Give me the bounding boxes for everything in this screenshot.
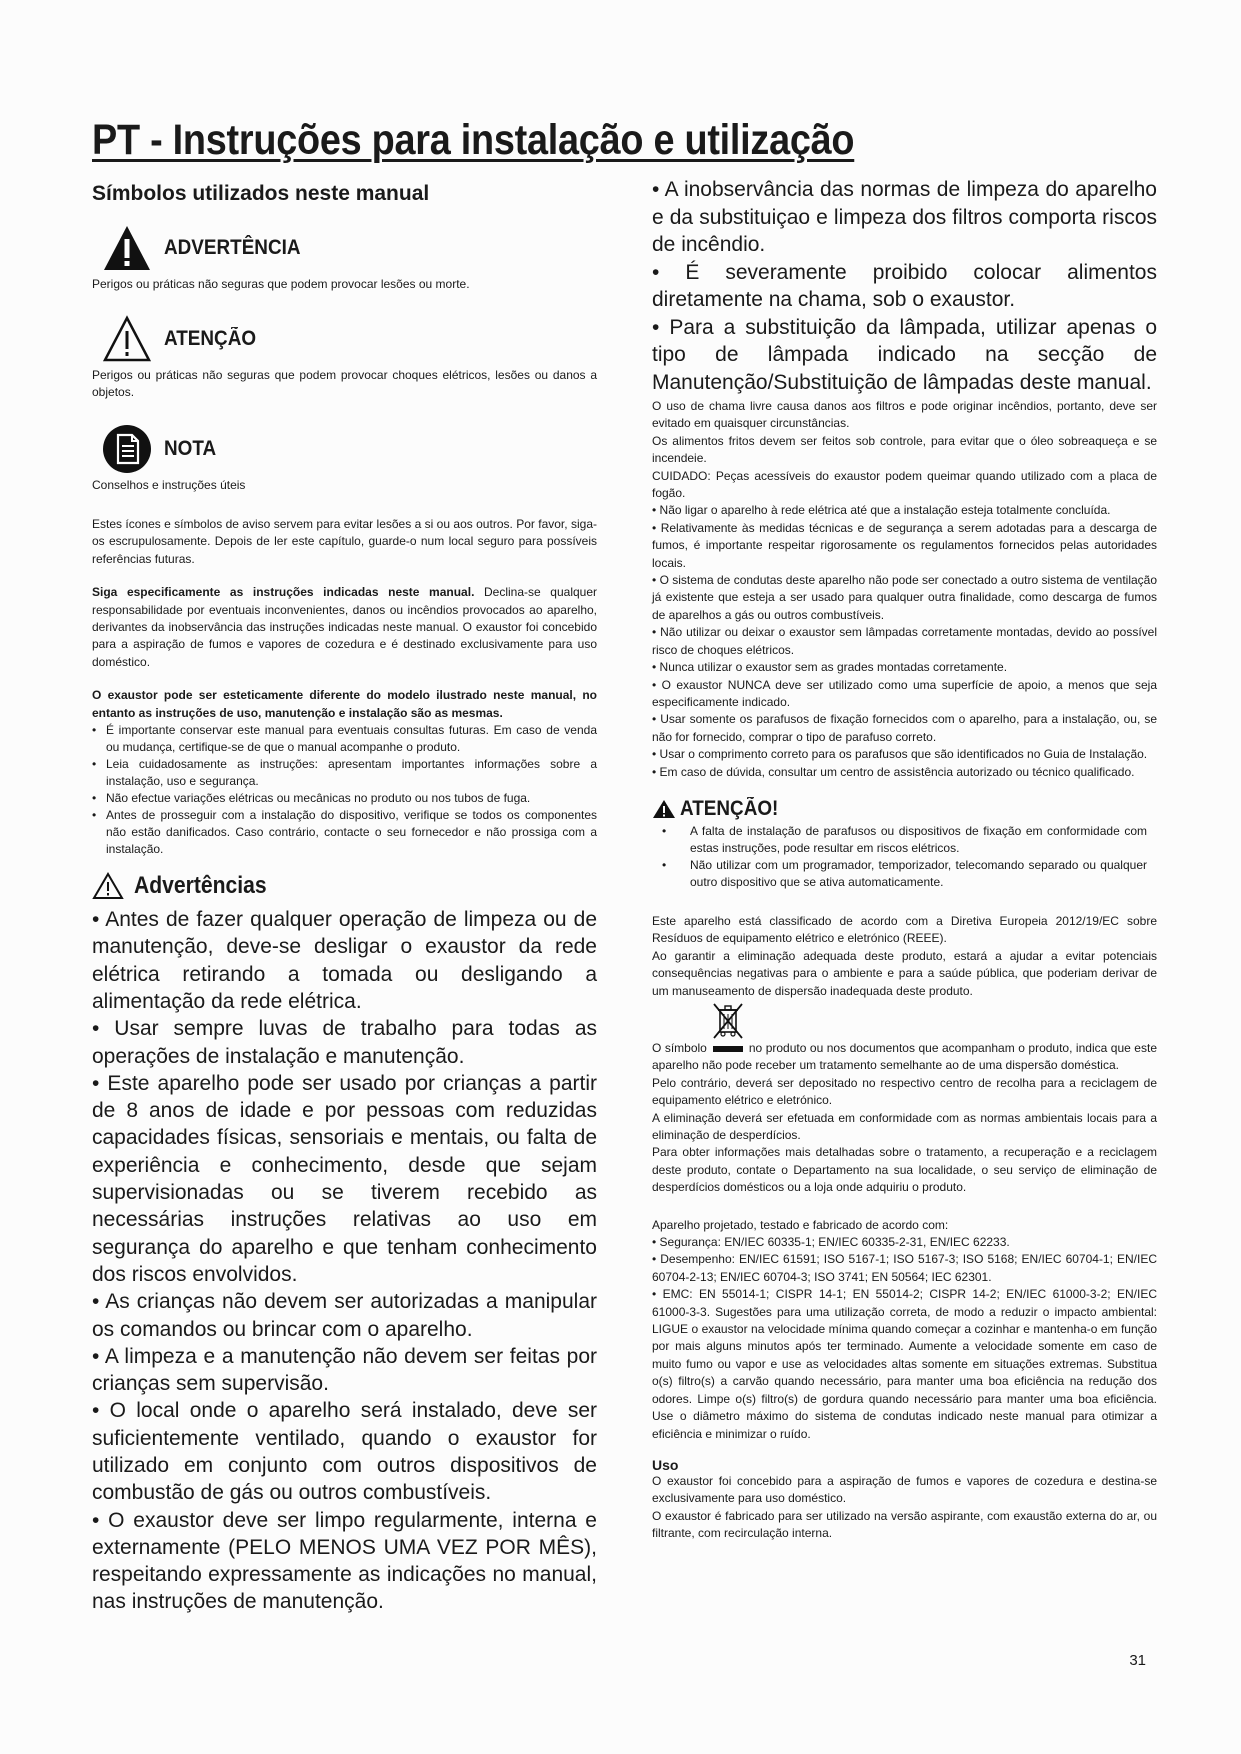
note-document-icon [102, 424, 152, 474]
safety-paragraph: Os alimentos fritos devem ser feitos sob controle, para evitar que o óleo sobreaqueça e se incendeie. [652, 433, 1157, 466]
symbol-note [92, 421, 597, 494]
list-item: • Antes de fazer qualquer operação de limpeza ou de manutenção, deve-se desligar o exaustor da rede elétrica retirando a tomada ou desligando a alimentação da rede elétrica. [92, 908, 597, 1013]
caution-title: ATENÇÃO [164, 327, 257, 350]
list-item: • A inobservância das normas de limpeza do aparelho e da substituiçao e limpeza dos filtros comporta riscos de incêndio. [652, 178, 1157, 256]
safety-paragraph: • Não ligar o aparelho à rede elétrica até que a instalação esteja totalmente concluída. [652, 503, 1111, 518]
weee-symbol-after: no produto ou nos documentos que acompanham o produto, indica que este aparelho não pode receber um tratamento semelhante ao de uma dispersão doméstica. [652, 1040, 1157, 1073]
safety-paragraph: • Usar o comprimento correto para os parafusos que são identificados no Guia de Instalação. [652, 747, 1148, 762]
safety-paragraph: • Nunca utilizar o exaustor sem as grades montadas corretamente. [652, 660, 1008, 675]
safety-paragraph: CUIDADO: Peças acessíveis do exaustor podem queimar quando utilizado com a placa de fogão. [652, 468, 1157, 501]
list-item: • O local onde o aparelho será instalado, deve ser suficientemente ventilado, quando o exaustor for utilizado em conjunto com outros dispositivos de combustão de gás ou outros combustíveis. [92, 1399, 597, 1505]
weee-paragraph: A eliminação deverá ser efetuada em conformidade com as normas ambientais locais para a eliminação de desperdícios. [652, 1110, 1157, 1142]
warning-outline-icon [102, 314, 152, 364]
uso-heading: Uso [652, 1456, 679, 1473]
list-item: • Usar sempre luvas de trabalho para todas as operações de instalação e manutenção. [92, 1017, 597, 1068]
crossed-bin-icon [712, 1002, 744, 1040]
right-column [652, 176, 1157, 1543]
weee-paragraph: Para obter informações mais detalhadas sobre o tratamento, a recuperação e a reciclagem deste produto, contate o Departamento na sua localidade, o seu serviço de eliminação de desperdícios domésticos ou a loja onde adquiriu o produto. [652, 1145, 1157, 1195]
list-item: • Antes de prosseguir com a instalação do dispositivo, verifique se todos os componentes não estão danificados. Caso contrário, contacte o seu fornecedor e não prossiga com a instalação. [92, 807, 597, 858]
list-item: • Este aparelho pode ser usado por crianças a partir de 8 anos de idade e por pessoas com reduzidas capacidades físicas, sensoriais e mentais, ou falta de experiência e conhecimento, desde que sejam supervisionadas ou se tiverem recebido as necessárias instruções relativas ao uso em segurança do aparelho e que tenham conhecimento dos riscos envolvidos. [92, 1071, 597, 1286]
safety-paragraph: • O sistema de condutas deste aparelho não pode ser conectado a outro sistema de ventilação já existente que esteja a ser usado para qualquer outra finalidade, como descarga de fumos de aparelhos a gás ou outros combustíveis. [652, 573, 1157, 622]
list-item: • É severamente proibido colocar alimentos diretamente na chama, sob o exaustor. [652, 260, 1157, 311]
instructions-paragraph [92, 584, 597, 671]
symbol-caution [92, 311, 597, 401]
safety-paragraph: • Relativamente às medidas técnicas e de segurança a serem adotadas para a descarga de fumos, é importante respeitar rigorosamente os regulamentos fornecidos pelas autoridades locais. [652, 520, 1157, 570]
atencao-list [652, 823, 1157, 891]
warning-filled-icon [102, 223, 152, 273]
caution-text: Perigos ou práticas não seguras que podem provocar choques elétricos, lesões ou danos a objetos. [92, 368, 597, 399]
advertencias-title: Advertências [134, 872, 267, 900]
warning-text: Perigos ou práticas não seguras que podem provocar lesões ou morte. [92, 277, 470, 291]
list-item: • As crianças não devem ser autorizadas a manipular os comandos ou brincar com o aparelho. [92, 1290, 597, 1341]
advertencias-heading [92, 872, 597, 900]
left-column [92, 182, 597, 1616]
intro-bullet-list [92, 722, 597, 858]
model-note-paragraph: O exaustor pode ser esteticamente diferente do modelo ilustrado neste manual, no entanto as instruções de uso, manutenção e instalação são as mesmas. [92, 688, 597, 720]
safety-paragraph: • Usar somente os parafusos de fixação fornecidos com o aparelho, para a instalação, ou, se não for fornecido, comprar o tipo de parafuso correto. [652, 712, 1157, 744]
note-title: NOTA [164, 437, 217, 460]
safety-paragraph: • O exaustor NUNCA deve ser utilizado como uma superfície de apoio, a menos que seja especificamente indicado. [652, 677, 1157, 709]
symbol-warning [92, 220, 597, 293]
weee-bar-icon [713, 1046, 743, 1052]
list-item: • O exaustor deve ser limpo regularmente, interna e externamente (PELO MENOS UMA VEZ POR MÊS), respeitando expressamente as indicações no manual, nas instruções de manutenção. [92, 1508, 597, 1614]
list-item: • É importante conservar este manual para eventuais consultas futuras. Em caso de venda ou mudança, certifique-se de que o manual acompanhe o produto. [92, 722, 597, 756]
list-item: • A falta de instalação de parafusos ou dispositivos de fixação em conformidade com estas instruções, pode resultar em riscos elétricos. [652, 823, 1157, 857]
safety-paragraph: • Não utilizar ou deixar o exaustor sem lâmpadas corretamente montadas, devido ao possível risco de choques elétricos. [652, 625, 1157, 657]
warning-title: ADVERTÊNCIA [164, 236, 301, 259]
warning-filled-icon [652, 799, 676, 819]
atencao-heading [652, 797, 1157, 821]
compliance-section [652, 1217, 1157, 1443]
safety-big-list [652, 176, 1157, 396]
safety-small-paragraphs [652, 398, 1157, 781]
uso-paragraph: O exaustor é fabricado para ser utilizado na versão aspirante, com exaustão externa do ar, ou filtrante, com recirculação interna. [652, 1508, 1157, 1541]
page-number: 31 [1129, 1652, 1146, 1669]
list-item: • Para a substituição da lâmpada, utilizar apenas o tipo de lâmpada indicado na secção de Manutenção/Substituição de lâmpadas deste manual. [652, 315, 1157, 394]
weee-paragraph: Ao garantir a eliminação adequada deste produto, estará a ajudar a evitar potenciais consequências negativas para o ambiente e para a saúde pública, que poderiam derivar de um manuseamento de dispersão inadequada deste produto. [652, 948, 1157, 998]
intro-paragraph: Estes ícones e símbolos de aviso servem para evitar lesões a si ou aos outros. Por favor, siga-os escrupulosamente. Depois de ler este capítulo, guarde-o num local seguro para possíveis referências futuras. [92, 517, 597, 566]
safety-paragraph: • Em caso de dúvida, consultar um centro de assistência autorizado ou técnico qualificado. [652, 764, 1135, 779]
note-text: Conselhos e instruções úteis [92, 478, 246, 492]
uso-paragraph: O exaustor foi concebido para a aspiração de fumos e vapores de cozedura e destina-se exclusivamente para uso doméstico. [652, 1473, 1157, 1506]
page-title: PT - Instruções para instalação e utilização [92, 116, 855, 164]
compliance-line: • EMC: EN 55014-1; CISPR 14-1; EN 55014-2; CISPR 14-2; EN/IEC 61000-3-2; EN/IEC 61000-3-3. Sugestões para uma utilização correta, de modo a reduzir o impacto ambiental: LIGUE o exaustor na velocidade mínima quando começar a cozinhar e mantenha-o em função por mais alguns minutos após ter terminado. Aumente a velocidade somente em caso de muito fumo ou vapor e use as velocidades altas somente em situações extremas. Substitua o(s) filtro(s) a carvão quando necessário, para manter uma boa eficiência na redução dos odores. Limpe o(s) filtro(s) de gordura quando necessário para manter uma boa eficiência. Use o diâmetro máximo do sistema de condutas indicado neste manual para otimizar a eficiência e minimizar o ruído. [652, 1287, 1157, 1441]
list-item: • Não utilizar com um programador, temporizador, telecomando separado ou qualquer outro dispositivo que se ativa automaticamente. [652, 857, 1157, 891]
compliance-line: • Desempenho: EN/IEC 61591; ISO 5167-1; ISO 5167-3; ISO 5168; EN/IEC 60704-1; EN/IEC 60704-2-13; EN/IEC 60704-3; ISO 3741; EN 50564; IEC 62301. [652, 1252, 1157, 1284]
list-item: • Não efectue variações elétricas ou mecânicas no produto ou nos tubos de fuga. [92, 790, 597, 807]
list-item: • A limpeza e a manutenção não devem ser feitas por crianças sem supervisão. [92, 1344, 597, 1396]
symbols-heading: Símbolos utilizados neste manual [92, 182, 430, 205]
weee-paragraph: Pelo contrário, deverá ser depositado no respectivo centro de recolha para a reciclagem de equipamento elétrico e eletrónico. [652, 1075, 1157, 1108]
advertencias-list [92, 906, 597, 1616]
instructions-bold: Siga especificamente as instruções indicadas neste manual. [92, 585, 475, 600]
weee-paragraph: Este aparelho está classificado de acordo com a Diretiva Europeia 2012/19/EC sobre Resíduos de equipamento elétrico e eletrónico (REEE). [652, 913, 1157, 946]
compliance-line: • Segurança: EN/IEC 60335-1; EN/IEC 60335-2-31, EN/IEC 62233. [652, 1235, 1010, 1250]
atencao-title: ATENÇÃO! [680, 796, 779, 820]
compliance-line: Aparelho projetado, testado e fabricado de acordo com: [652, 1217, 949, 1232]
weee-section [652, 913, 1157, 1197]
instructions-rest: Declina-se qualquer responsabilidade por eventuais inconvenientes, danos ou incêndios provocados ao aparelho, derivantes da inobservância das instruções indicadas neste manual. O exaustor foi concebido para a aspiração de fumos e vapores de cozedura e é destinado exclusivamente para uso doméstico. [92, 585, 597, 669]
weee-symbol-before: O símbolo [652, 1040, 707, 1055]
list-item: • Leia cuidadosamente as instruções: apresentam importantes informações sobre a instalação, uso e segurança. [92, 756, 597, 790]
warning-outline-icon [92, 872, 124, 900]
weee-symbol-paragraph [652, 1040, 1157, 1075]
safety-paragraph: O uso de chama livre causa danos aos filtros e pode originar incêndios, portanto, deve ser evitado em quaisquer circunstâncias. [652, 399, 1157, 431]
